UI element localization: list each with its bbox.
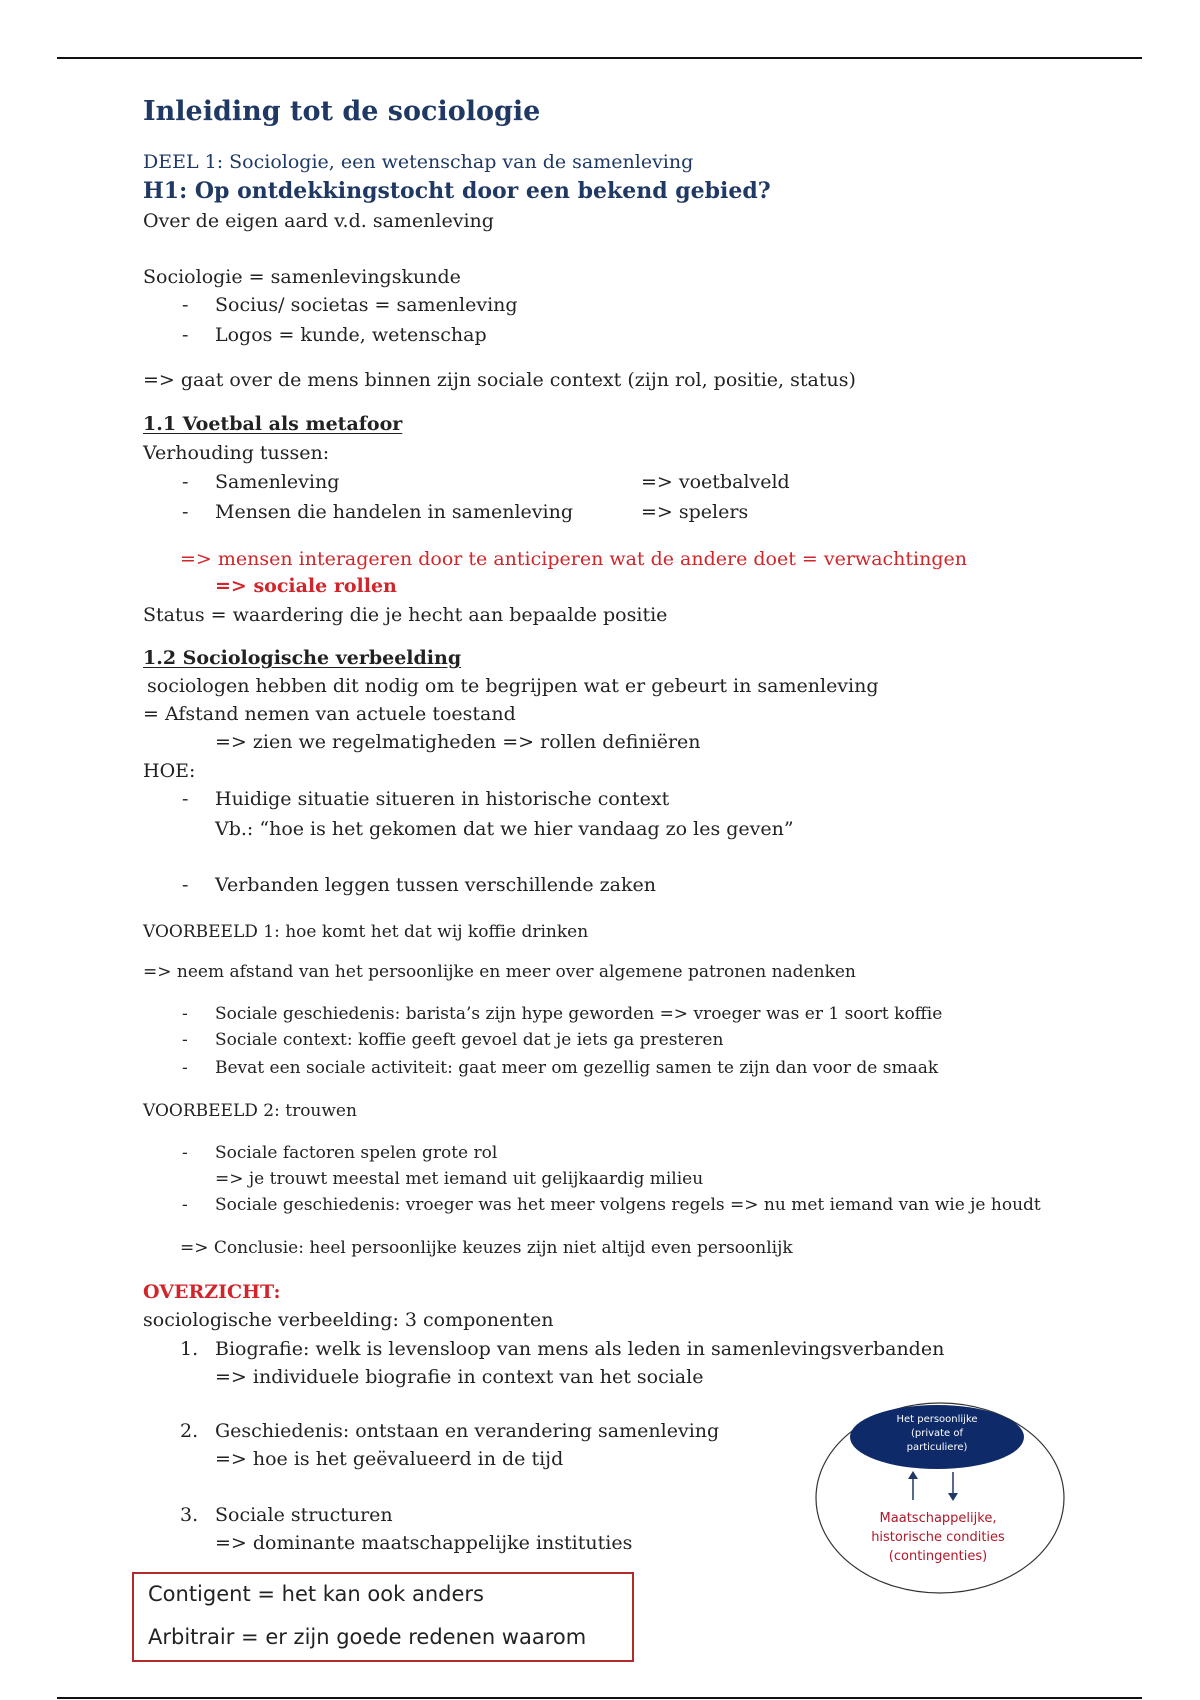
page-title: Inleiding tot de sociologie <box>143 96 541 127</box>
overview-intro: sociologische verbeelding: 3 componenten <box>143 1309 554 1331</box>
definition-conclusion: => gaat over de mens binnen zijn sociale context (zijn rol, positie, status) <box>143 369 856 391</box>
outer-label: Maatschappelijke, <box>879 1511 997 1526</box>
example-2-item: Sociale factoren spelen grote rol <box>215 1143 498 1163</box>
conclusion: => Conclusie: heel persoonlijke keuzes zijn niet altijd even persoonlijk <box>180 1238 793 1258</box>
paragraph-line: => zien we regelmatigheden => rollen definiëren <box>215 731 701 753</box>
bullet-dash: - <box>182 324 189 346</box>
example-1-line: => neem afstand van het persoonlijke en meer over algemene patronen nadenken <box>143 962 856 982</box>
paragraph-line: sociologen hebben dit nodig om te begrijpen wat er gebeurt in samenleving <box>147 675 879 697</box>
bullet-dash: - <box>182 1030 188 1050</box>
box-line: Arbitrair = er zijn goede redenen waarom <box>148 1625 587 1649</box>
list-number: 2. <box>180 1420 199 1442</box>
definition-item: Socius/ societas = samenleving <box>215 294 518 316</box>
example-1-item: Sociale geschiedenis: barista’s zijn hype geworden => vroeger was er 1 soort koffie <box>215 1004 943 1024</box>
list-number: 1. <box>180 1338 199 1360</box>
bullet-dash: - <box>182 294 189 316</box>
metaphor-left: Samenleving <box>215 471 340 493</box>
hoe-item: Huidige situatie situeren in historische context <box>215 788 670 810</box>
example-1-item: Sociale context: koffie geeft gevoel dat je iets ga presteren <box>215 1030 724 1050</box>
bullet-dash: - <box>182 1195 188 1215</box>
overview-item-sub: => individuele biografie in context van het sociale <box>215 1366 704 1388</box>
bullet-dash: - <box>182 788 189 810</box>
red-note-roles: => sociale rollen <box>215 575 397 597</box>
overview-heading: OVERZICHT: <box>143 1281 281 1303</box>
example-1-item: Bevat een sociale activiteit: gaat meer om gezellig samen te zijn dan voor de smaak <box>215 1058 939 1078</box>
definition-item: Logos = kunde, wetenschap <box>215 324 487 346</box>
overview-item-sub: => dominante maatschappelijke instituties <box>215 1532 633 1554</box>
example-1-title: VOORBEELD 1: hoe komt het dat wij koffie drinken <box>143 922 589 942</box>
outer-label: historische condities <box>871 1530 1005 1545</box>
arrow-up-head <box>908 1471 918 1479</box>
paragraph-line: = Afstand nemen van actuele toestand <box>143 703 516 725</box>
overview-item-title: Biografie: welk is levensloop van mens als leden in samenlevingsverbanden <box>215 1338 945 1360</box>
chapter-heading: H1: Op ontdekkingstocht door een bekend gebied? <box>143 178 771 204</box>
outer-label: (contingenties) <box>888 1549 988 1564</box>
inner-label: (private of <box>910 1428 964 1439</box>
inner-label: Het persoonlijke <box>896 1414 978 1425</box>
chapter-subtitle: Over de eigen aard v.d. samenleving <box>143 210 494 232</box>
hoe-label: HOE: <box>143 760 196 782</box>
red-note: => mensen interageren door te anticiperen wat de andere doet = verwachtingen <box>180 548 967 570</box>
metaphor-right: => voetbalveld <box>641 471 790 493</box>
hoe-example: Vb.: “hoe is het gekomen dat we hier vandaag zo les geven” <box>215 818 794 840</box>
bullet-dash: - <box>182 1058 188 1078</box>
section-heading-1-1: 1.1 Voetbal als metafoor <box>143 413 403 435</box>
arrow-down-head <box>948 1493 958 1501</box>
bullet-dash: - <box>182 471 189 493</box>
example-2-title: VOORBEELD 2: trouwen <box>143 1101 357 1121</box>
list-number: 3. <box>180 1504 199 1526</box>
bottom-rule <box>57 1697 1142 1699</box>
bullet-dash: - <box>182 874 189 896</box>
section-heading-1-2: 1.2 Sociologische verbeelding <box>143 647 462 669</box>
inner-label: particuliere) <box>906 1442 968 1453</box>
definition-box <box>132 1572 634 1662</box>
example-2-item: Sociale geschiedenis: vroeger was het meer volgens regels => nu met iemand van wie je houdt <box>215 1195 1041 1215</box>
sociological-imagination-diagram <box>806 1395 1076 1605</box>
definition-main: Sociologie = samenlevingskunde <box>143 266 461 288</box>
section-intro: Verhouding tussen: <box>143 442 330 464</box>
overview-item-title: Geschiedenis: ontstaan en verandering samenleving <box>215 1420 720 1442</box>
top-rule <box>57 57 1142 59</box>
bullet-dash: - <box>182 501 189 523</box>
bullet-dash: - <box>182 1143 188 1163</box>
bullet-dash: - <box>182 1004 188 1024</box>
box-line: Contigent = het kan ook anders <box>148 1582 484 1606</box>
metaphor-left: Mensen die handelen in samenleving <box>215 501 573 523</box>
overview-item-title: Sociale structuren <box>215 1504 393 1526</box>
overview-item-sub: => hoe is het geëvalueerd in de tijd <box>215 1448 564 1470</box>
hoe-item: Verbanden leggen tussen verschillende zaken <box>215 874 656 896</box>
example-2-sub: => je trouwt meestal met iemand uit gelijkaardig milieu <box>215 1169 704 1189</box>
part-heading: DEEL 1: Sociologie, een wetenschap van de samenleving <box>143 151 694 173</box>
status-definition: Status = waardering die je hecht aan bepaalde positie <box>143 604 668 626</box>
metaphor-right: => spelers <box>641 501 749 523</box>
